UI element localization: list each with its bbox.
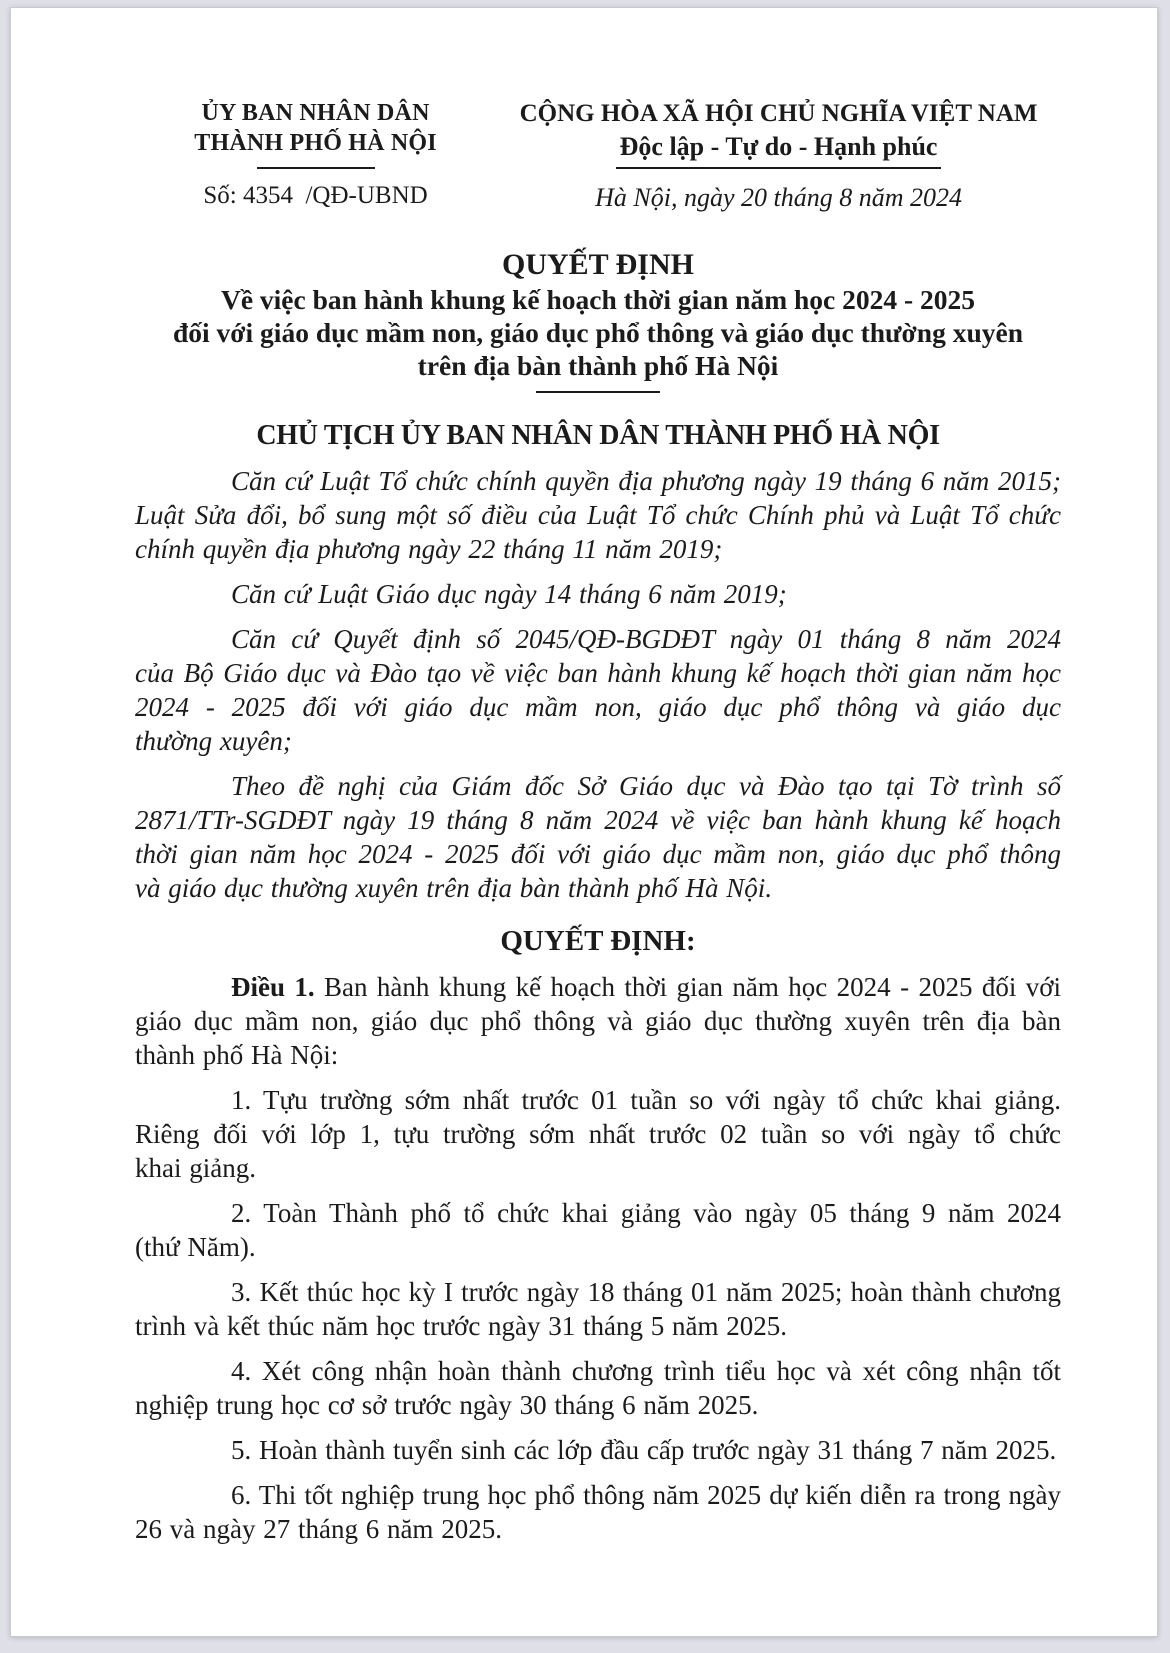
text-line: 4. Xét công nhận hoàn thành chương trình tiểu học và xét công nhận tốt xyxy=(231,1356,1061,1386)
preamble-paragraph xyxy=(135,769,1061,905)
title-line-1: Về việc ban hành khung kế hoạch thời gian năm học 2024 - 2025 xyxy=(220,284,976,315)
text-line: 5. Hoàn thành tuyển sinh các lớp đầu cấp trước ngày 31 tháng 7 năm 2025. xyxy=(231,1435,1057,1465)
preamble-paragraph xyxy=(135,464,1061,566)
issuer-name-line2: THÀNH PHỐ HÀ NỘI xyxy=(194,130,437,156)
text-line: Luật Sửa đổi, bổ sung một số điều của Luật Tổ chức Chính phủ và Luật Tổ chức xyxy=(135,500,1061,530)
text-line: nghiệp trung học cơ sở trước ngày 30 tháng 6 năm 2025. xyxy=(135,1390,759,1420)
text-line: của Bộ Giáo dục và Đào tạo về việc ban hành khung kế hoạch thời gian năm học xyxy=(135,658,1061,688)
document-content xyxy=(11,8,1157,1546)
issuer-block xyxy=(135,98,496,213)
item-paragraph-4 xyxy=(135,1354,1061,1422)
text-line: và giáo dục thường xuyên trên địa bàn thành phố Hà Nội. xyxy=(135,873,773,903)
issuer-name-line1: ỦY BAN NHÂN DÂN xyxy=(201,100,430,126)
text-line: 3. Kết thúc học kỳ I trước ngày 18 tháng 01 năm 2025; hoàn thành chương xyxy=(231,1277,1061,1307)
place-and-date: Hà Nội, ngày 20 tháng 8 năm 2024 xyxy=(595,183,962,212)
text-line: trình và kết thúc năm học trước ngày 31 tháng 5 năm 2025. xyxy=(135,1311,788,1341)
text-line: thường xuyên; xyxy=(135,726,292,756)
text-line xyxy=(135,970,1061,1004)
article-1-paragraph xyxy=(135,970,1061,1072)
text-line: 2024 - 2025 đối với giáo dục mầm non, giáo dục phổ thông và giáo dục xyxy=(135,692,1061,722)
item-paragraph-3 xyxy=(135,1275,1061,1343)
document-page xyxy=(10,7,1158,1637)
text-line: (thứ Năm). xyxy=(135,1232,256,1262)
item-paragraph-5 xyxy=(135,1433,1061,1467)
text-line: Riêng đối với lớp 1, tựu trường sớm nhất trước 02 tuần so với ngày tổ chức xyxy=(135,1119,1061,1149)
item-paragraph-2 xyxy=(135,1196,1061,1264)
preamble-paragraph xyxy=(135,622,1061,758)
issuer-divider-rule xyxy=(257,167,375,169)
text-line: Căn cứ Luật Tổ chức chính quyền địa phương ngày 19 tháng 6 năm 2015; xyxy=(231,466,1061,496)
title-line-3: trên địa bàn thành phố Hà Nội xyxy=(417,350,779,381)
text-line: chính quyền địa phương ngày 22 tháng 11 năm 2019; xyxy=(135,534,723,564)
text-line: 26 và ngày 27 tháng 6 năm 2025. xyxy=(135,1514,502,1544)
authority-line: CHỦ TỊCH ỦY BAN NHÂN DÂN THÀNH PHỐ HÀ NỘI xyxy=(256,420,940,451)
text-line: 2871/TTr-SGDĐT ngày 19 tháng 8 năm 2024 về việc ban hành khung kế hoạch xyxy=(135,805,1061,835)
preamble-section xyxy=(135,464,1061,905)
text-line: thời gian năm học 2024 - 2025 đối với giáo dục mầm non, giáo dục phổ thông xyxy=(135,839,1061,869)
title-block xyxy=(135,247,1061,393)
national-motto: Độc lập - Tự do - Hạnh phúc xyxy=(616,132,942,169)
article-1-text: Ban hành khung kế hoạch thời gian năm học 2024 - 2025 đối với xyxy=(314,972,1062,1002)
text-line: 1. Tựu trường sớm nhất trước 01 tuần so với ngày tổ chức khai giảng. xyxy=(231,1085,1061,1115)
document-header xyxy=(135,98,1061,213)
national-block xyxy=(496,98,1061,213)
article-1-label: Điều 1. xyxy=(231,972,315,1002)
item-paragraph-1 xyxy=(135,1083,1061,1185)
document-type-heading: QUYẾT ĐỊNH xyxy=(502,248,694,281)
text-line: Căn cứ Luật Giáo dục ngày 14 tháng 6 năm 2019; xyxy=(231,579,787,609)
text-line: Theo đề nghị của Giám đốc Sở Giáo dục và Đào tạo tại Tờ trình số xyxy=(231,771,1061,801)
preamble-paragraph xyxy=(135,577,1061,611)
motto-row xyxy=(496,130,1061,169)
text-line: Căn cứ Quyết định số 2045/QĐ-BGDĐT ngày 01 tháng 8 năm 2024 xyxy=(231,624,1061,654)
items-section xyxy=(135,1083,1061,1546)
text-line: khai giảng. xyxy=(135,1153,256,1183)
title-divider-rule xyxy=(536,391,660,393)
text-line: giáo dục mầm non, giáo dục phổ thông và giáo dục thường xuyên trên địa bàn xyxy=(135,1006,1061,1036)
item-paragraph-6 xyxy=(135,1478,1061,1546)
title-line-2: đối với giáo dục mầm non, giáo dục phổ thông và giáo dục thường xuyên xyxy=(173,317,1023,348)
text-line: thành phố Hà Nội: xyxy=(135,1040,339,1070)
national-name-line: CỘNG HÒA XÃ HỘI CHỦ NGHĨA VIỆT NAM xyxy=(519,100,1038,127)
text-line: 6. Thi tốt nghiệp trung học phổ thông năm 2025 dự kiến diễn ra trong ngày xyxy=(231,1480,1061,1510)
document-number: Số: 4354 /QĐ-UBND xyxy=(203,182,428,209)
text-line: 2. Toàn Thành phố tổ chức khai giảng vào ngày 05 tháng 9 năm 2024 xyxy=(231,1198,1061,1228)
decision-heading: QUYẾT ĐỊNH: xyxy=(500,925,696,957)
